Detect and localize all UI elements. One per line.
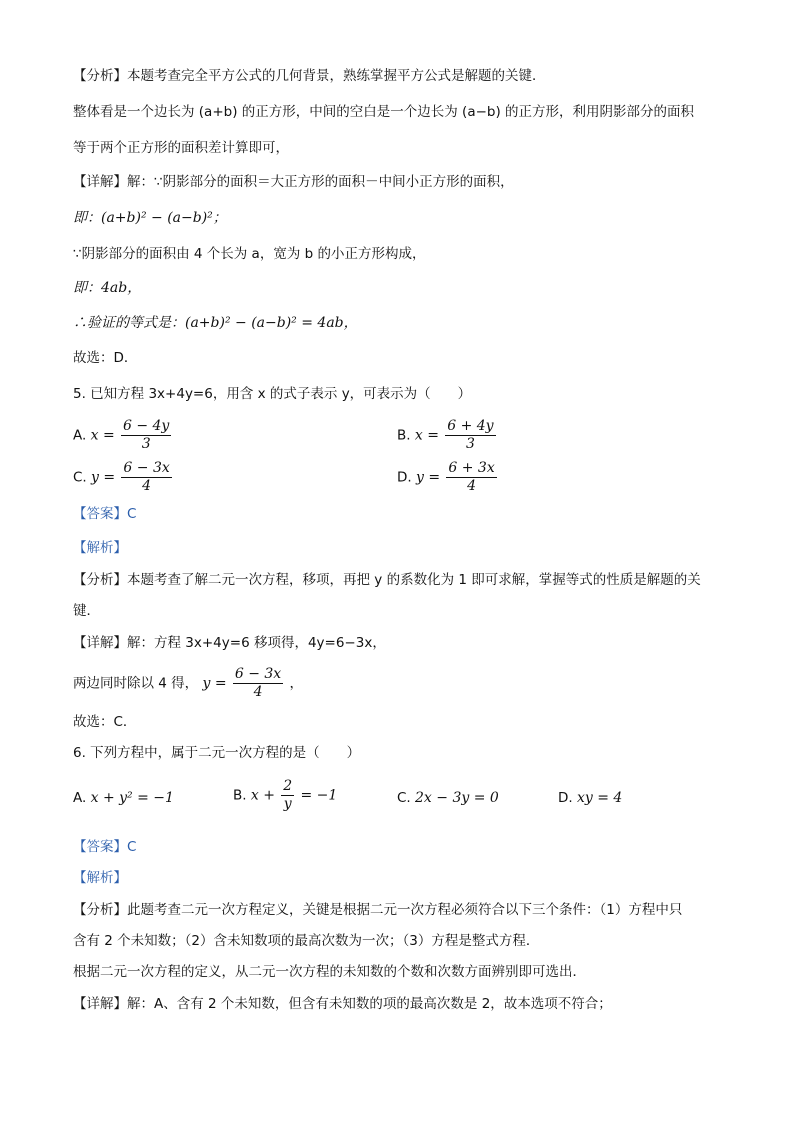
detail-line: 【详解】解：A、含有 2 个未知数，但含有未知数的项的最高次数是 2，故本选项不符合； xyxy=(73,996,612,1012)
detail-text: 两边同时除以 4 得， xyxy=(73,675,199,692)
analysis-line: 键． xyxy=(73,603,100,619)
detail-line: 【详解】解：∵阴影部分的面积＝大正方形的面积－中间小正方形的面积， xyxy=(73,174,514,190)
fraction xyxy=(445,418,495,453)
option-letter: A. xyxy=(73,790,87,806)
choice-line: 故选：D． xyxy=(73,350,138,366)
analysis-line: 根据二元一次方程的定义，从二元一次方程的未知数的个数和次数方面辨别即可选出． xyxy=(73,964,586,980)
numerator: 2 xyxy=(283,778,293,794)
detail-line xyxy=(73,666,303,701)
numerator: 6 − 4y xyxy=(122,418,170,434)
question-6: 6. 下列方程中，属于二元一次方程的是（ ） xyxy=(73,745,361,761)
option-letter: D. xyxy=(558,790,573,806)
q5-option-d xyxy=(397,460,499,495)
text-line: ∵阴影部分的面积由 4 个长为 a，宽为 b 的小正方形构成， xyxy=(73,246,426,262)
analysis-label: 【解析】 xyxy=(73,870,127,886)
analysis-line: 【分析】本题考查完全平方公式的几何背景，熟练掌握平方公式是解题的关键． xyxy=(73,68,546,84)
denominator: 4 xyxy=(253,684,263,700)
denominator: 3 xyxy=(465,436,475,452)
option-lhs: x = xyxy=(414,427,439,444)
answer-line xyxy=(73,505,136,523)
option-expr: xy = 4 xyxy=(576,790,623,806)
denominator: 3 xyxy=(141,436,151,452)
option-letter: A. xyxy=(73,427,87,444)
question-5: 5. 已知方程 3x+4y=6，用含 x 的式子表示 y，可表示为（ ） xyxy=(73,386,472,402)
denominator: 4 xyxy=(467,478,476,494)
fraction xyxy=(446,460,496,495)
answer-line xyxy=(73,838,136,856)
q5-option-b xyxy=(397,418,498,453)
option-lhs: x = xyxy=(90,427,115,444)
numerator: 6 + 3x xyxy=(448,460,495,476)
q6-option-d xyxy=(558,790,622,806)
fraction xyxy=(281,778,294,813)
fraction xyxy=(121,418,171,453)
math-line: 即：(a+b)² − (a−b)²； xyxy=(73,210,227,226)
detail-line: 【详解】解：方程 3x+4y=6 移项得，4y=6−3x， xyxy=(73,635,386,651)
analysis-line: 【分析】本题考查了解二元一次方程，移项，再把 y 的系数化为 1 即可求解，掌握等式的性质是解题的关 xyxy=(73,572,701,588)
option-letter: B. xyxy=(233,787,247,804)
option-expr: 2x − 3y = 0 xyxy=(415,790,499,806)
fraction xyxy=(121,460,171,495)
math-line: 即：4ab， xyxy=(73,280,142,296)
option-expr: x + y² = −1 xyxy=(90,790,174,806)
text-line: 整体看是一个边长为 (a+b) 的正方形，中间的空白是一个边长为 (a−b) 的正方形，利用阴影部分的面积 xyxy=(73,104,695,120)
q6-option-b xyxy=(233,778,337,813)
math-line: ∴验证的等式是：(a+b)² − (a−b)² = 4ab， xyxy=(73,315,358,331)
choice-line: 故选：C． xyxy=(73,714,137,730)
option-letter: B. xyxy=(397,427,411,444)
analysis-label: 【解析】 xyxy=(73,540,127,556)
numerator: 6 + 4y xyxy=(447,418,494,434)
option-letter: D. xyxy=(397,469,412,486)
text-line: 等于两个正方形的面积差计算即可， xyxy=(73,140,289,156)
q5-option-c xyxy=(73,460,174,495)
numerator: 6 − 3x xyxy=(234,666,282,682)
q6-option-a xyxy=(73,790,174,806)
result-lhs: y = xyxy=(202,675,227,692)
fraction xyxy=(233,666,283,701)
option-post: = −1 xyxy=(300,787,338,804)
analysis-line: 【分析】此题考查二元一次方程定义，关键是根据二元一次方程必须符合以下三个条件：（1）方程中只 xyxy=(73,902,683,918)
q5-option-a xyxy=(73,418,173,453)
option-lhs: y = xyxy=(91,469,116,486)
option-letter: C. xyxy=(73,469,87,486)
answer-label: 【答案】C xyxy=(73,839,137,855)
q6-option-c xyxy=(397,790,499,806)
detail-tail: ， xyxy=(289,675,303,692)
option-letter: C. xyxy=(397,790,411,806)
option-pre: x + xyxy=(250,787,275,804)
answer-label: 【答案】C xyxy=(73,506,137,522)
option-lhs: y = xyxy=(415,469,441,486)
denominator: 4 xyxy=(142,478,152,494)
numerator: 6 − 3x xyxy=(123,460,170,476)
denominator: y xyxy=(283,796,292,812)
analysis-line: 含有 2 个未知数；（2）含未知数项的最高次数为一次；（3）方程是整式方程． xyxy=(73,933,540,949)
